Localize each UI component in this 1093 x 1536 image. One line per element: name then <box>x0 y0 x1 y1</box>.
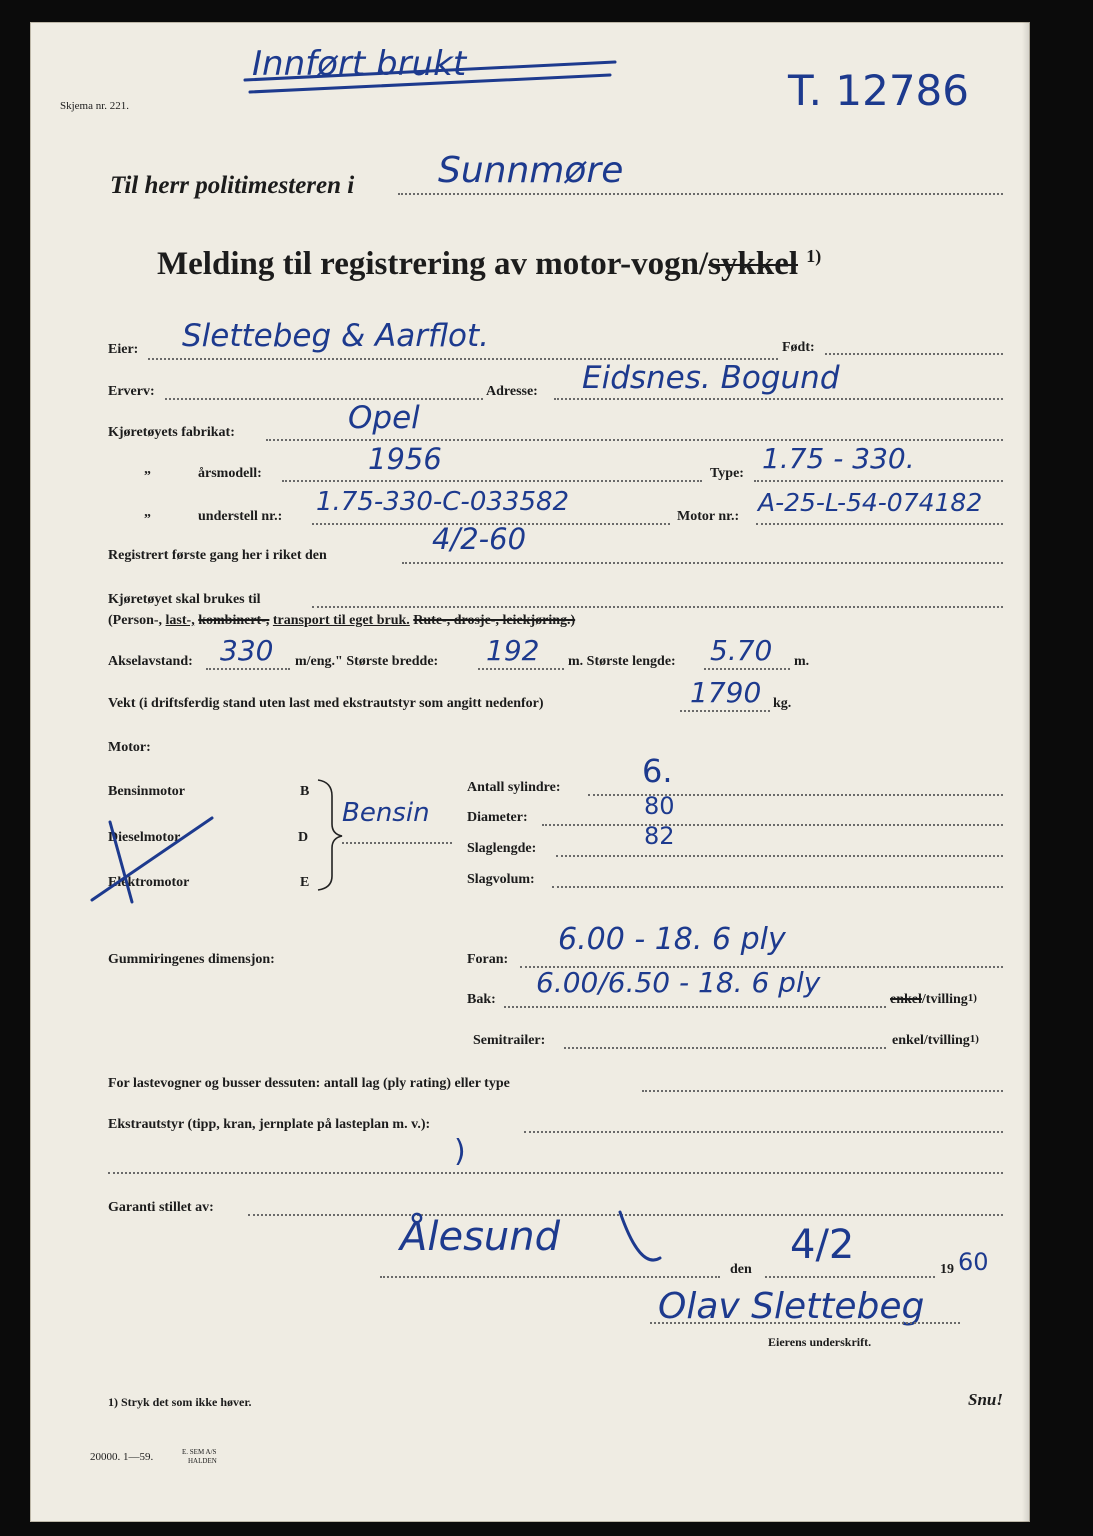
elektro-label: Elektromotor <box>108 875 190 890</box>
title-main: Melding til registrering av motor-vogn/ <box>157 246 709 282</box>
adresse-label: Adresse: <box>486 384 538 399</box>
slaglengde-value: 82 <box>644 822 675 850</box>
place-value: Ålesund <box>400 1214 561 1260</box>
vekt-value: 1790 <box>690 676 762 709</box>
semi-enkel-tvilling: enkel/tvilling <box>892 1033 970 1048</box>
bak-mark: 1) <box>967 992 977 1004</box>
den-label: den <box>730 1262 752 1277</box>
bredde-value: 192 <box>486 634 540 667</box>
eier-label: Eier: <box>108 342 139 357</box>
brukes-label: Kjøretøyet skal brukes til <box>108 592 261 607</box>
type-label: Type: <box>710 466 744 481</box>
diesel-code: D <box>298 830 309 845</box>
ekstrautstyr-value: ) <box>454 1134 466 1169</box>
quote-understell: „ <box>144 505 151 520</box>
use-transport: transport til eget bruk. <box>272 613 410 628</box>
reference-number: T. 12786 <box>788 66 969 115</box>
printer-line2: HALDEN <box>188 1457 217 1465</box>
diesel-cross-mark-2 <box>110 822 132 902</box>
vekt-label: Vekt (i driftsferdig stand uten last med ekstrautstyr som angitt nedenfor) <box>108 696 544 711</box>
aksel-label: Akselavstand: <box>108 654 193 669</box>
bak-enkel: enkel <box>890 992 922 1007</box>
lengde-label: m. Største lengde: <box>568 654 676 669</box>
use-kombinert: kombinert-, <box>198 613 270 628</box>
bensin-code: B <box>300 784 310 799</box>
diameter-value: 80 <box>644 792 675 820</box>
year-value: 60 <box>958 1248 989 1276</box>
motor-bracket <box>318 780 342 890</box>
ekstrautstyr-label: Ekstrautstyr (tipp, kran, jernplate på lasteplan m. v.): <box>108 1117 431 1132</box>
fabrikat-value: Opel <box>348 400 420 436</box>
bensin-label: Bensinmotor <box>108 784 185 799</box>
registrert-value: 4/2-60 <box>432 522 527 556</box>
arsmodell-value: 1956 <box>368 442 442 476</box>
form-number: Skjema nr. 221. <box>60 100 130 112</box>
title-footnote-mark: 1) <box>806 246 822 266</box>
motor-nr-value: A-25-L-54-074182 <box>758 488 983 517</box>
print-info: 20000. 1—59. <box>90 1451 154 1463</box>
signature-caption: Eierens underskrift. <box>768 1335 872 1349</box>
lengde-unit: m. <box>794 654 810 669</box>
place-flourish <box>620 1212 660 1260</box>
understell-label: understell nr.: <box>198 509 283 524</box>
lengde-value: 5.70 <box>710 634 773 667</box>
diameter-label: Diameter: <box>467 810 528 825</box>
erverv-label: Erverv: <box>108 384 155 399</box>
arsmodell-label: årsmodell: <box>198 466 262 481</box>
fodt-label: Født: <box>782 340 815 355</box>
aksel-unit: m/eng." Største bredde: <box>295 654 439 669</box>
use-last: last-, <box>165 613 195 628</box>
eier-value: Slettebeg & Aarflot. <box>182 318 490 354</box>
title-struck: sykkel <box>708 246 799 282</box>
slagvolum-label: Slagvolum: <box>467 872 535 887</box>
registrert-label: Registrert første gang her i riket den <box>108 548 327 563</box>
motor-type-value: Bensin <box>342 798 430 828</box>
fabrikat-label: Kjøretøyets fabrikat: <box>108 425 235 440</box>
snu-label: Snu! <box>968 1390 1003 1409</box>
sylindre-value: 6. <box>642 752 673 790</box>
sylindre-label: Antall sylindre: <box>467 780 561 795</box>
bak-value: 6.00/6.50 - 18. 6 ply <box>536 966 821 999</box>
motor-nr-label: Motor nr.: <box>677 509 740 524</box>
owner-signature: Olav Slettebeg <box>658 1286 925 1327</box>
semi-mark: 1) <box>969 1033 979 1045</box>
diesel-cross-mark <box>92 818 212 900</box>
annotation-innfort-brukt: Innført brukt <box>252 44 467 84</box>
aksel-value: 330 <box>220 634 274 667</box>
use-person: (Person-, <box>108 613 163 628</box>
footnote: 1) Stryk det som ikke høver. <box>108 1395 252 1409</box>
lastevogner-label: For lastevogner og busser dessuten: antall lag (ply rating) eller type <box>108 1076 510 1091</box>
addressee-value: Sunnmøre <box>438 150 624 191</box>
addressee-label: Til herr politimesteren i <box>110 172 355 199</box>
slaglengde-label: Slaglengde: <box>467 841 537 856</box>
understell-value: 1.75-330-C-033582 <box>316 487 570 517</box>
tyres-label: Gummiringenes dimensjon: <box>108 952 275 967</box>
garanti-label: Garanti stillet av: <box>108 1200 214 1215</box>
bak-tvilling: /tvilling <box>921 992 968 1007</box>
diesel-label: Dieselmotor <box>108 830 181 845</box>
type-value: 1.75 - 330. <box>762 442 915 475</box>
foran-value: 6.00 - 18. 6 ply <box>558 922 786 957</box>
bak-label: Bak: <box>467 992 496 1007</box>
vekt-unit: kg. <box>773 696 792 711</box>
foran-label: Foran: <box>467 952 509 967</box>
date-value: 4/2 <box>790 1222 855 1268</box>
semi-label: Semitrailer: <box>473 1033 546 1048</box>
year-prefix: 19 <box>940 1262 954 1277</box>
printer-line1: E. SEM A/S <box>182 1448 217 1456</box>
elektro-code: E <box>300 875 310 890</box>
motor-label: Motor: <box>108 740 151 755</box>
adresse-value: Eidsnes. Bogund <box>582 360 840 396</box>
use-rute-drosje: Rute-, drosje-, leiekjøring.) <box>413 613 576 628</box>
quote-arsmodell: „ <box>144 462 151 477</box>
